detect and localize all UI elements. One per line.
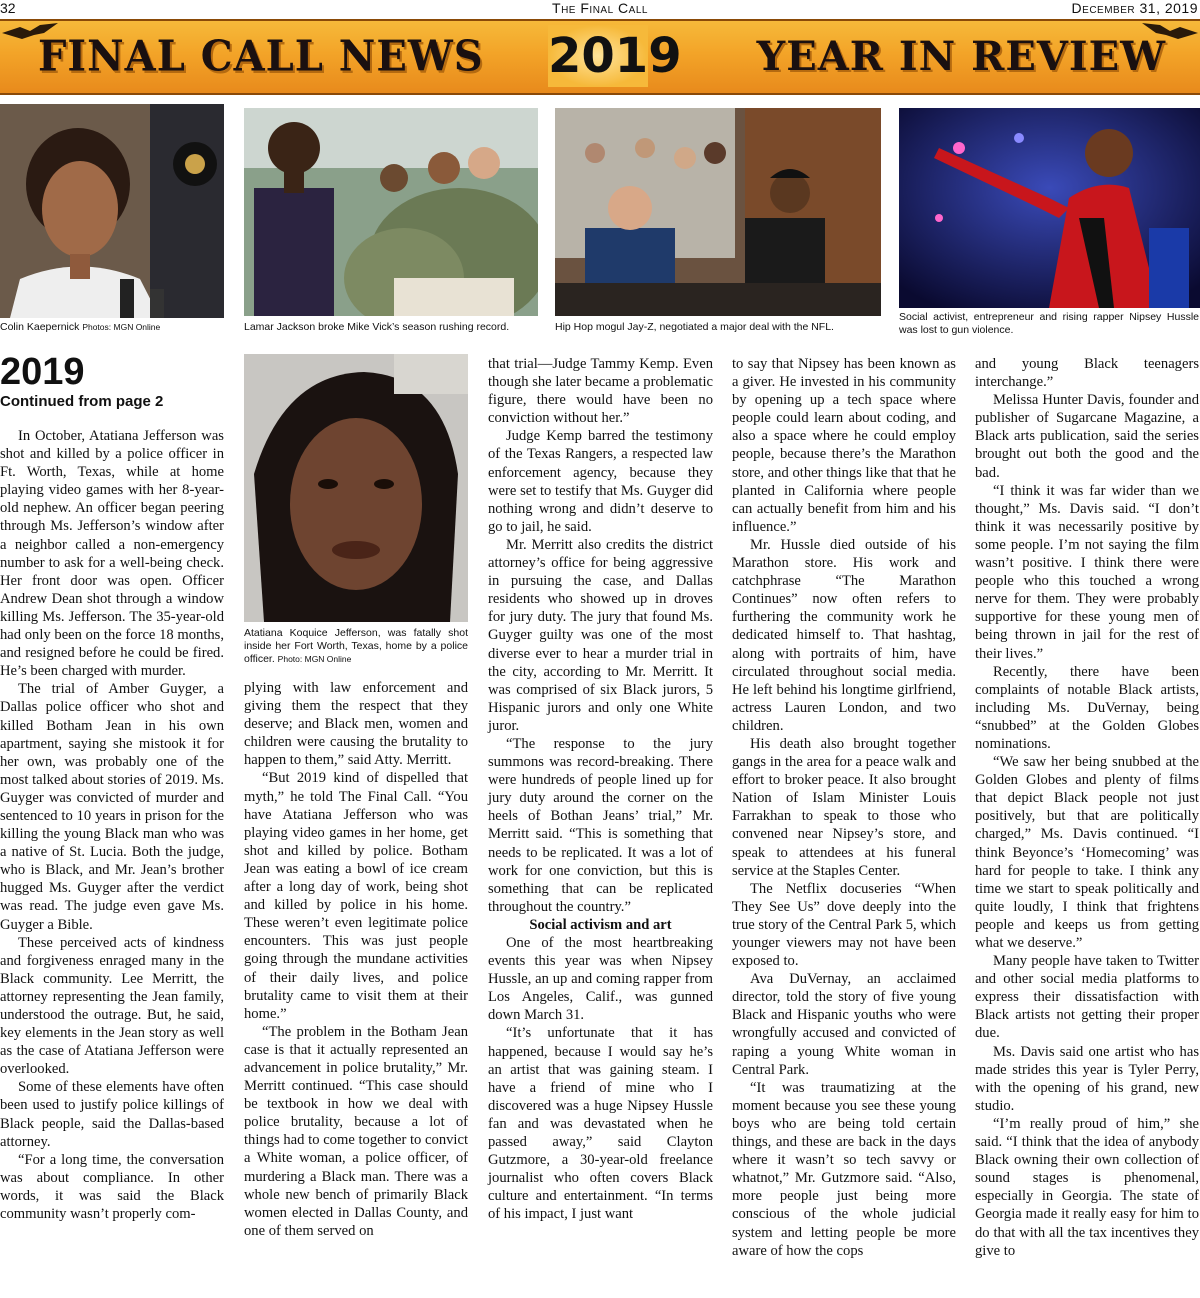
paragraph: plying with law enforcement and giving them the respect that they deserve; and Black men, women and children were causing the brutality to happen to them,” said Atty. Merritt. <box>244 680 468 769</box>
paragraph: One of the most heartbreaking events this year was when Nipsey Hussle, an up and coming rapper from Los Angeles, Calif., was gunned down March 31. <box>488 935 713 1024</box>
photo-colin-kaepernick <box>0 104 224 318</box>
paragraph: Some of these elements have often been used to justify police killings of Black people, said the Dallas-based attorney. <box>0 1079 224 1150</box>
paragraph: Ms. Davis said one artist who has made strides this year is Tyler Perry, with the opening of his grand, new studio. <box>975 1043 1199 1114</box>
paragraph: In October, Atatiana Jefferson was shot and killed by a police officer in Ft. Worth, Texas, while at home playing video games with her 8-year-old nephew. An officer began peering through Ms. Jefferson’s window after a neighbor called a non-emergency number to ask for a well-being check. Her front door was open. Officer Andrew Dean shot through a window killing Ms. Jefferson. The 35-year-old had only been on the force 18 months, and resigned before he could be fired. He’s been charged with murder. <box>0 428 224 680</box>
paragraph: “It was traumatizing at the moment because you see these young boys who are being told certain things, and these are back in the days where it wasn’t so tech savvy or whatnot,” Mr. Gutzmore said. “Also, more people just being more conscious of the whole judicial system and letting people be more aware of how the cops <box>732 1079 956 1259</box>
paragraph: “But 2019 kind of dispelled that myth,” he told The Final Call. “You have Atatiana Jefferson who was playing video games in her home, get shot and killed by police. Botham Jean was eating a bowl of ice cream after a long day of work, being shot and killed by police in his home. These weren’t even legitimate police encounters. This was just people going through the mundane activities of their daily lives, and police brutality came to visit them at their home.” <box>244 770 468 1022</box>
caption-text: Social activist, entrepreneur and rising rapper Nipsey Hussle was lost to gun violence. <box>899 311 1199 336</box>
photo-nipsey-hussle <box>899 108 1200 308</box>
paragraph: The Netflix docuseries “When They See Us” dove deeply into the true story of the Central Park 5, which younger viewers may not have been exposed to. <box>732 880 956 970</box>
paragraph: “The response to the jury summons was record-breaking. There were hundreds of people lined up for jury duty around the corner on the heels of Bothan Jeans’ trial,” Mr. Merritt said. “This is something that needs to be replicated. It was a lot of work for one conviction, but this is something that can be replicated throughout the country.” <box>488 735 713 915</box>
banner-year: 2019 <box>548 25 648 87</box>
article-column-1 <box>0 427 224 1223</box>
issue-date: December 31, 2019 <box>1071 0 1198 16</box>
continued-line: Continued from page 2 <box>0 393 164 410</box>
banner-left-text: FINAL CALL NEWS <box>38 31 484 82</box>
photo-caption <box>555 321 885 334</box>
section-subhead: Social activism and art <box>529 916 672 933</box>
publication-name: The Final Call <box>552 0 648 16</box>
article-headline: 2019 <box>0 351 85 393</box>
caption-text: Lamar Jackson broke Mike Vick’s season rushing record. <box>244 321 510 333</box>
paragraph: Recently, there have been complaints of notable Black artists, including Ms. DuVernay, being “snubbed” at the Golden Globes nominations. <box>975 663 1199 752</box>
caption-text: Atatiana Koquice Jefferson, was fatally shot inside her Fort Worth, Texas, home by a police officer. <box>244 627 468 665</box>
photo-jay-z <box>555 108 881 316</box>
article-column-3 <box>488 355 713 1224</box>
photo-caption <box>0 321 230 334</box>
article-column-4 <box>732 355 956 1260</box>
page-number: 32 <box>0 0 16 16</box>
paragraph: Many people have taken to Twitter and other social media platforms to express their dissatisfaction with Black artists not getting their proper due. <box>975 953 1199 1042</box>
paragraph: Judge Kemp barred the testimony of the Texas Rangers, a respected law enforcement agency, because they were set to testify that Ms. Guyger did nothing wrong and didn’t deserve to go to jail, he said. <box>488 428 713 535</box>
paragraph: Ava DuVernay, an acclaimed director, told the story of five young Black and Hispanic youths who were wrongfully accused and convicted of raping a young White woman in Central Park. <box>732 971 956 1078</box>
paragraph: to say that Nipsey has been known as a giver. He invested in his community by opening up a tech space where people could learn about coding, and also a space where he could employ people, because there’s the Marathon store, and other things like that that he planted in California where people can actually benefit from him and his influence.” <box>732 356 956 535</box>
photo-credit: Photos: MGN Online <box>82 322 161 332</box>
paragraph: “I think it was far wider than we thought,” Ms. Davis said. “I don’t think it was necessarily positive by some people. I’m not saying the film wasn’t positive. I think there were people who this touched a wrong nerve for them. They were probably supportive for these young men of being thrown in jail for the rest of their lives.” <box>975 482 1199 662</box>
paragraph: These perceived acts of kindness and forgiveness enraged many in the Black community. Lee Merritt, the attorney representing the Jean family, understood the outrage. But, he said, key elements in the Jean story as well as the case of Atatiana Jefferson were overlooked. <box>0 934 224 1078</box>
photo-caption <box>244 627 468 666</box>
paragraph: “The problem in the Botham Jean case is that it actually represented an advancement in police brutality,” Mr. Merritt continued. “This case should be textbook in how we deal with police brutality, because a lot of things had to come together to convict a White woman, a police officer, of murdering a Black man. There was a whole new bench of primarily Black women elected in Dallas County, and one of them served on <box>244 1023 468 1239</box>
folio-bar <box>0 0 1200 18</box>
year-in-review-banner <box>0 19 1200 95</box>
banner-right-text: YEAR IN REVIEW <box>756 33 1166 80</box>
photo-atatiana-jefferson <box>244 354 468 622</box>
paragraph: “We saw her being snubbed at the Golden Globes and plenty of films that depict Black people not just positively, but that are politically charged,” Ms. Davis continued. “I think Beyonce’s ‘Homecoming’ was hard for people to take. I think any time we start to speak politically and quite loudly, I think that frightens people and keeps us from getting what we deserve.” <box>975 754 1199 951</box>
article-column-5 <box>975 355 1199 1260</box>
paragraph: Mr. Hussle died outside of his Marathon store. His work and catchphrase “The Marathon Continues” now often refers to furthering the community work he dedicated himself to. That hashtag, along with portraits of him, have circulated throughout social media. He left behind his longtime girlfriend, actress Lauren London, and two children. <box>732 536 956 734</box>
photo-caption <box>244 321 544 334</box>
paragraph: “I’m really proud of him,” she said. “I think that the idea of anybody Black owning their own collection of sound stages is phenomenal, especially in Georgia. The state of Georgia made it really easy for him to do that with all the tax incentives they give to <box>975 1115 1199 1259</box>
photo-credit: Photo: MGN Online <box>277 654 352 664</box>
photo-caption <box>899 311 1199 337</box>
caption-text: Hip Hop mogul Jay-Z, negotiated a major deal with the NFL. <box>555 321 834 333</box>
paragraph: Melissa Hunter Davis, founder and publisher of Sugarcane Magazine, a Black arts publication, said the series brought out both the good and the bad. <box>975 392 1199 481</box>
caption-text: Colin Kaepernick <box>0 321 80 333</box>
paragraph: and young Black teenagers interchange.” <box>975 356 1199 391</box>
paragraph: The trial of Amber Guyger, a Dallas police officer who shot and killed Botham Jean in his own apartment, saying she mistook it for her own, was probably one of the most talked about stories of 2019. Ms. Guyger was convicted of murder and sentenced to 10 years in prison for the killing the young Black man who was a native of St. Lucia. Both the judge, who is Black, and Mr. Jean’s brother hugged Ms. Guyger after the verdict was read. The judge even gave Ms. Guyger a Bible. <box>0 681 224 933</box>
paragraph: “For a long time, the conversation was about compliance. In other words, it was said the Black community wasn’t properly com- <box>0 1151 224 1223</box>
article-column-2 <box>244 679 468 1240</box>
paragraph: Mr. Merritt also credits the district attorney’s office for being aggressive in pursuing the case, and Dallas residents who showed up in droves for jury duty. The jury that found Ms. Guyger guilty was one of the most diverse ever to hear a murder trial in the city, according to Mr. Merritt. It was comprised of six Black jurors, 5 Hispanic jurors and only one White juror. <box>488 536 713 734</box>
photo-lamar-jackson <box>244 108 538 316</box>
paragraph: His death also brought together gangs in the area for a peace walk and effort to broker peace. It also brought Nation of Islam Minister Louis Farrakhan to speak to those who convened near Nipsey’s store, and speak to attendees at his funeral service at the Staples Center. <box>732 735 956 879</box>
paragraph: “It’s unfortunate that it has happened, because I would say he’s an artist that was gaining steam. I have a friend of mine who I discovered was a huge Nipsey Hussle fan and was devastated when he passed away,” said Clayton Gutzmore, a 30-year-old freelance journalist who often covers Black culture and entertainment. “In terms of his impact, I just want <box>488 1025 713 1223</box>
paragraph: that trial—Judge Tammy Kemp. Even though she later became a problematic figure, there would have been no conviction without her.” <box>488 356 713 427</box>
